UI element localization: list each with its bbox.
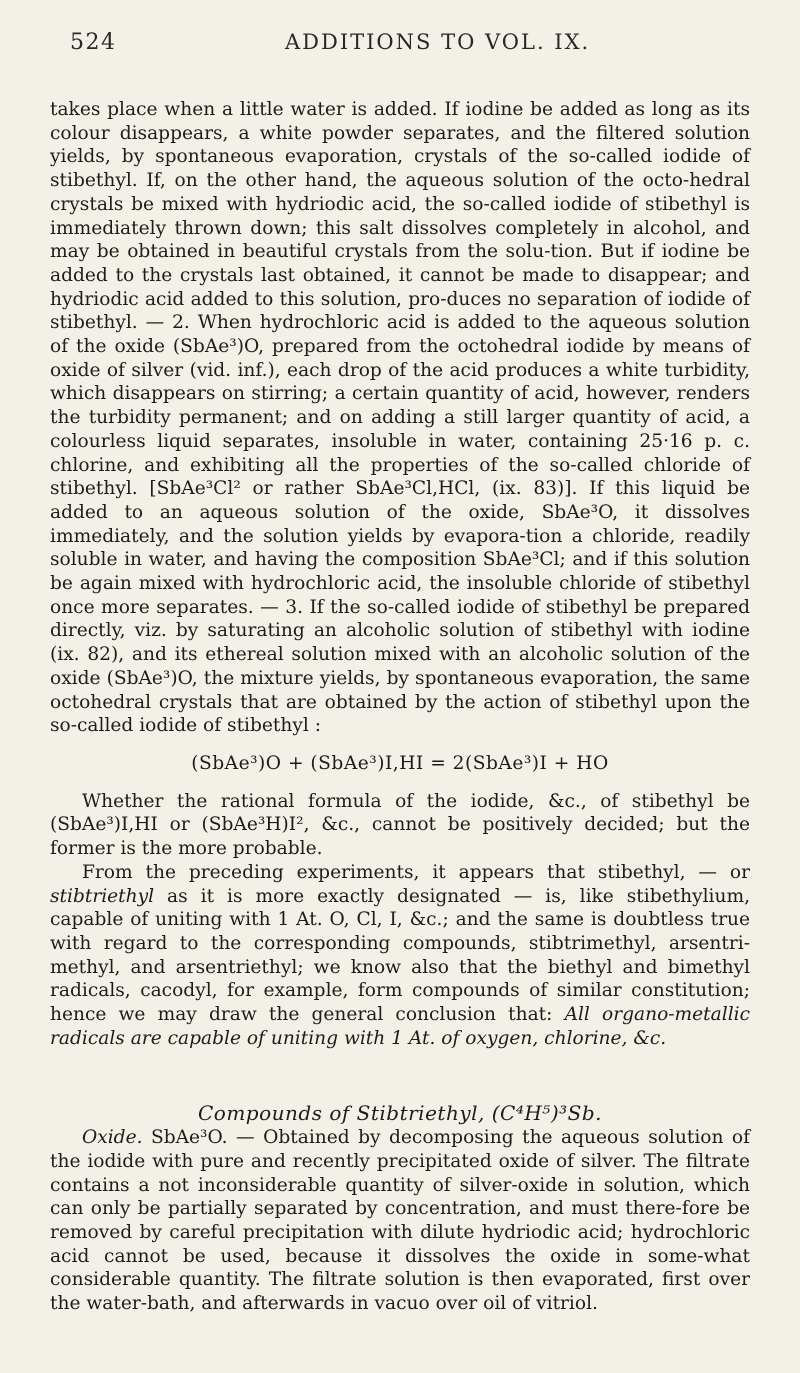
- chemical-equation: (SbAe³)O + (SbAe³)I,HI = 2(SbAe³)I + HO: [191, 752, 609, 774]
- page-number: 524: [70, 30, 117, 55]
- section-heading: Compounds of Stibtriethyl, (C⁴H⁵)³Sb.: [198, 1101, 602, 1126]
- conclusion-text-middle: as it is more exactly designated — is, like stibethylium, capable of uniting with 1 At. O, Cl, I, &c.; and the same is doubtless true with regard to the corresponding compounds, stibtrimethyl, arsentri-methyl, and arsentriethyl; we know also that the biethyl and bimethyl radicals, cacodyl, for example, form compounds of similar constitution; hence we may draw the general conclusion that:: [50, 885, 750, 1026]
- body-text: [50, 98, 750, 1316]
- oxide-label: Oxide.: [82, 1127, 143, 1149]
- paragraph-iodide-reactions: takes place when a little water is added. If iodine be added as long as its colour disappears, a white powder separates, and the filtered solution yields, by spontaneous evaporation, crystals of the so-called iodide of stibethyl. If, on the other hand, the aqueous solution of the octo-hedral crystals be mixed with hydriodic acid, the so-called iodide of stibethyl is immediately thrown down; this salt dissolves completely in alcohol, and may be obtained in beautiful crystals from the solu-tion. But if iodine be added to the crystals last obtained, it cannot be made to disappear; and hydriodic acid added to this solution, pro-duces no separation of iodide of stibethyl. — 2. When hydrochloric acid is added to the aqueous solution of the oxide (SbAe³)O, prepared from the octohedral iodide by means of oxide of silver (vid. inf.), each drop of the acid produces a white turbidity, which disappears on stirring; a certain quantity of acid, however, renders the turbidity permanent; and on adding a still larger quantity of acid, a colourless liquid separates, insoluble in water, containing 25·16 p. c. chlorine, and exhibiting all the properties of the so-called chloride of stibethyl. [SbAe³Cl² or rather SbAe³Cl,HCl, (ix. 83)]. If this liquid be added to an aqueous solution of the oxide, SbAe³O, it dissolves immediately, and the solution yields by evapora-tion a chloride, readily soluble in water, and having the composition SbAe³Cl; and if this solution be again mixed with hydrochloric acid, the insoluble chloride of stibethyl once more separates. — 3. If the so-called iodide of stibethyl be prepared directly, viz. by saturating an alcoholic solution of stibethyl with iodine (ix. 82), and its ethereal solution mixed with an alcoholic solution of the oxide (SbAe³)O, the mixture yields, by spontaneous evaporation, the same octohedral crystals that are obtained by the action of stibethyl upon the so-called iodide of stibethyl :: [50, 99, 750, 737]
- paragraph-general-conclusion: [50, 861, 750, 1051]
- paragraph-oxide: [50, 1126, 750, 1316]
- stibtriethyl-term: stibtriethyl: [50, 885, 155, 907]
- running-title: ADDITIONS TO VOL. IX.: [285, 30, 591, 54]
- conclusion-text-start: From the preceding experiments, it appears that stibethyl, — or: [82, 861, 750, 883]
- running-head: [50, 30, 750, 64]
- oxide-formula: SbAe³O. —: [142, 1127, 264, 1149]
- paragraph-rational-formula: Whether the rational formula of the iodide, &c., of stibethyl be (SbAe³)I,HI or (SbAe³H)I², &c., cannot be positively decided; but the former is the more probable.: [50, 790, 750, 860]
- oxide-description: Obtained by decomposing the aqueous solution of the iodide with pure and recently precipitated oxide of silver. The filtrate contains a not inconsiderable quantity of silver-oxide in solution, which can only be partially separated by concentration, and must there-fore be removed by careful precipitation with dilute hydriodic acid; hydrochloric acid cannot be used, because it dissolves the oxide in some-what considerable quantity. The filtrate solution is then evaporated, first over the water-bath, and afterwards in vacuo over oil of vitriol.: [50, 1127, 750, 1315]
- conclusion-statement: All organo-metallic radicals are capable of uniting with 1 At. of oxygen, chlorine, &c.: [50, 1004, 750, 1049]
